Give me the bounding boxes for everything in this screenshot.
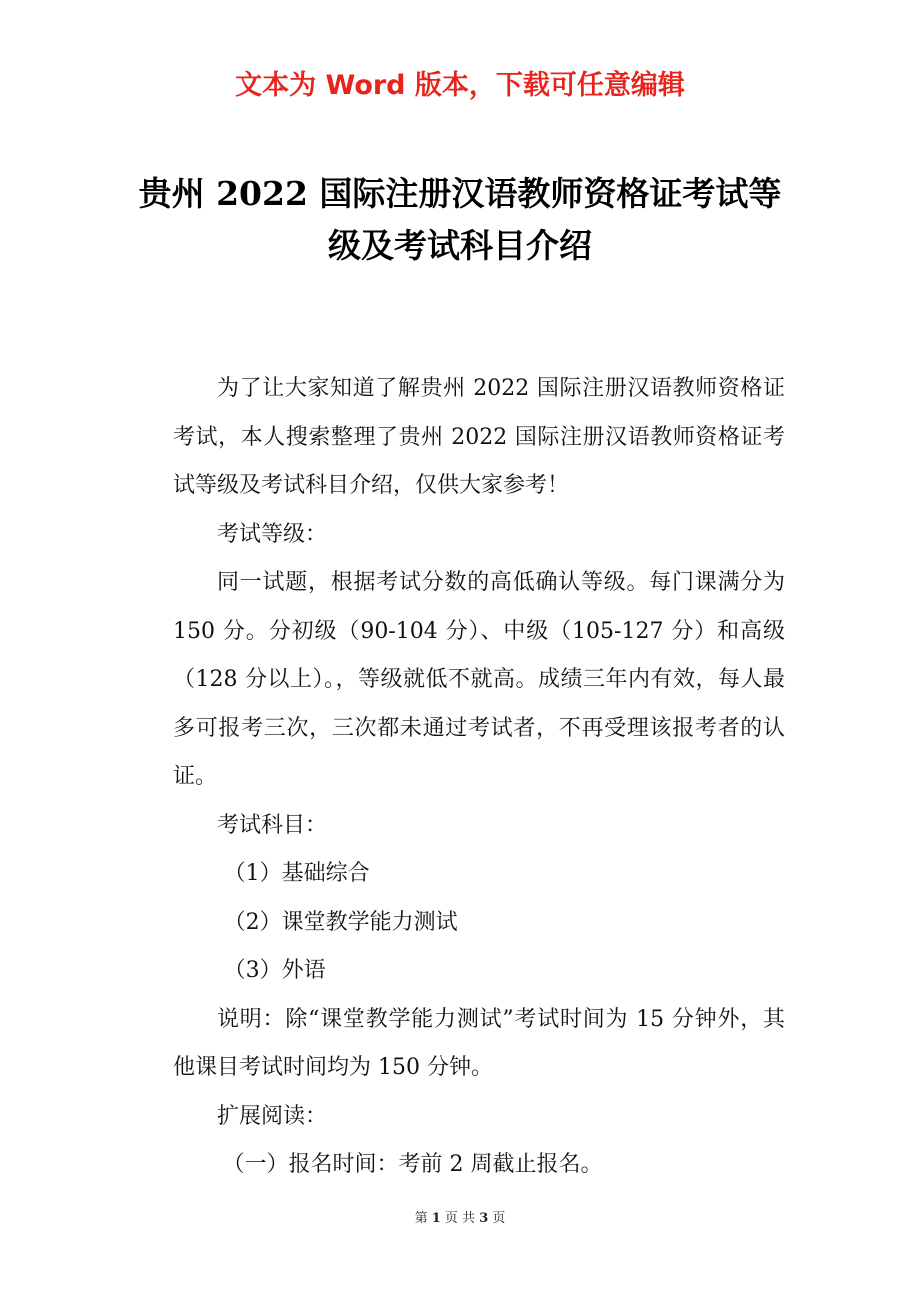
subject-item-2: （2）课堂教学能力测试 [223,909,458,935]
title-line-2: 级及考试科目介绍 [328,226,592,265]
footer-total-pages: 3 [479,1211,489,1226]
extended-reading-heading: 扩展阅读： [217,1103,328,1129]
page-footer [0,1207,920,1226]
intro-paragraph: 为了让大家知道了解贵州 2022 国际注册汉语教师资格证考试，本人搜索整理了贵州 2022 国际注册汉语教师资格证考试等级及考试科目介绍，仅供大家参考！ [173,376,785,498]
footer-prefix: 第 [414,1211,428,1226]
level-heading: 考试等级： [217,521,328,547]
footer-middle: 页 共 [444,1211,476,1226]
subject-heading: 考试科目： [217,812,328,838]
edit-notice-banner: 文本为 Word 版本，下载可任意编辑 [235,70,685,101]
subject-item-3: （3）外语 [223,958,326,983]
footer-page-number: 1 [431,1211,441,1226]
document-title [120,168,800,272]
extended-reading-item-1: （一）报名时间：考前 2 周截止报名。 [222,1152,603,1177]
subject-item-1: （1）基础综合 [223,861,370,886]
document-body [173,365,785,1190]
footer-suffix: 页 [492,1211,506,1226]
title-line-1: 贵州 2022 国际注册汉语教师资格证考试等 [138,174,782,213]
note-paragraph: 说明：除“课堂教学能力测试”考试时间为 15 分钟外，其他课目考试时间均为 150 分钟。 [173,1006,785,1080]
level-paragraph: 同一试题，根据考试分数的高低确认等级。每门课满分为 150 分。分初级（90-104 分）、中级（105-127 分）和高级（128 分以上）。，等级就低不就高。成绩三年内有效，每人最多可报考三次，三次都未通过考试者，不再受理该报考者的认证。 [173,570,785,789]
